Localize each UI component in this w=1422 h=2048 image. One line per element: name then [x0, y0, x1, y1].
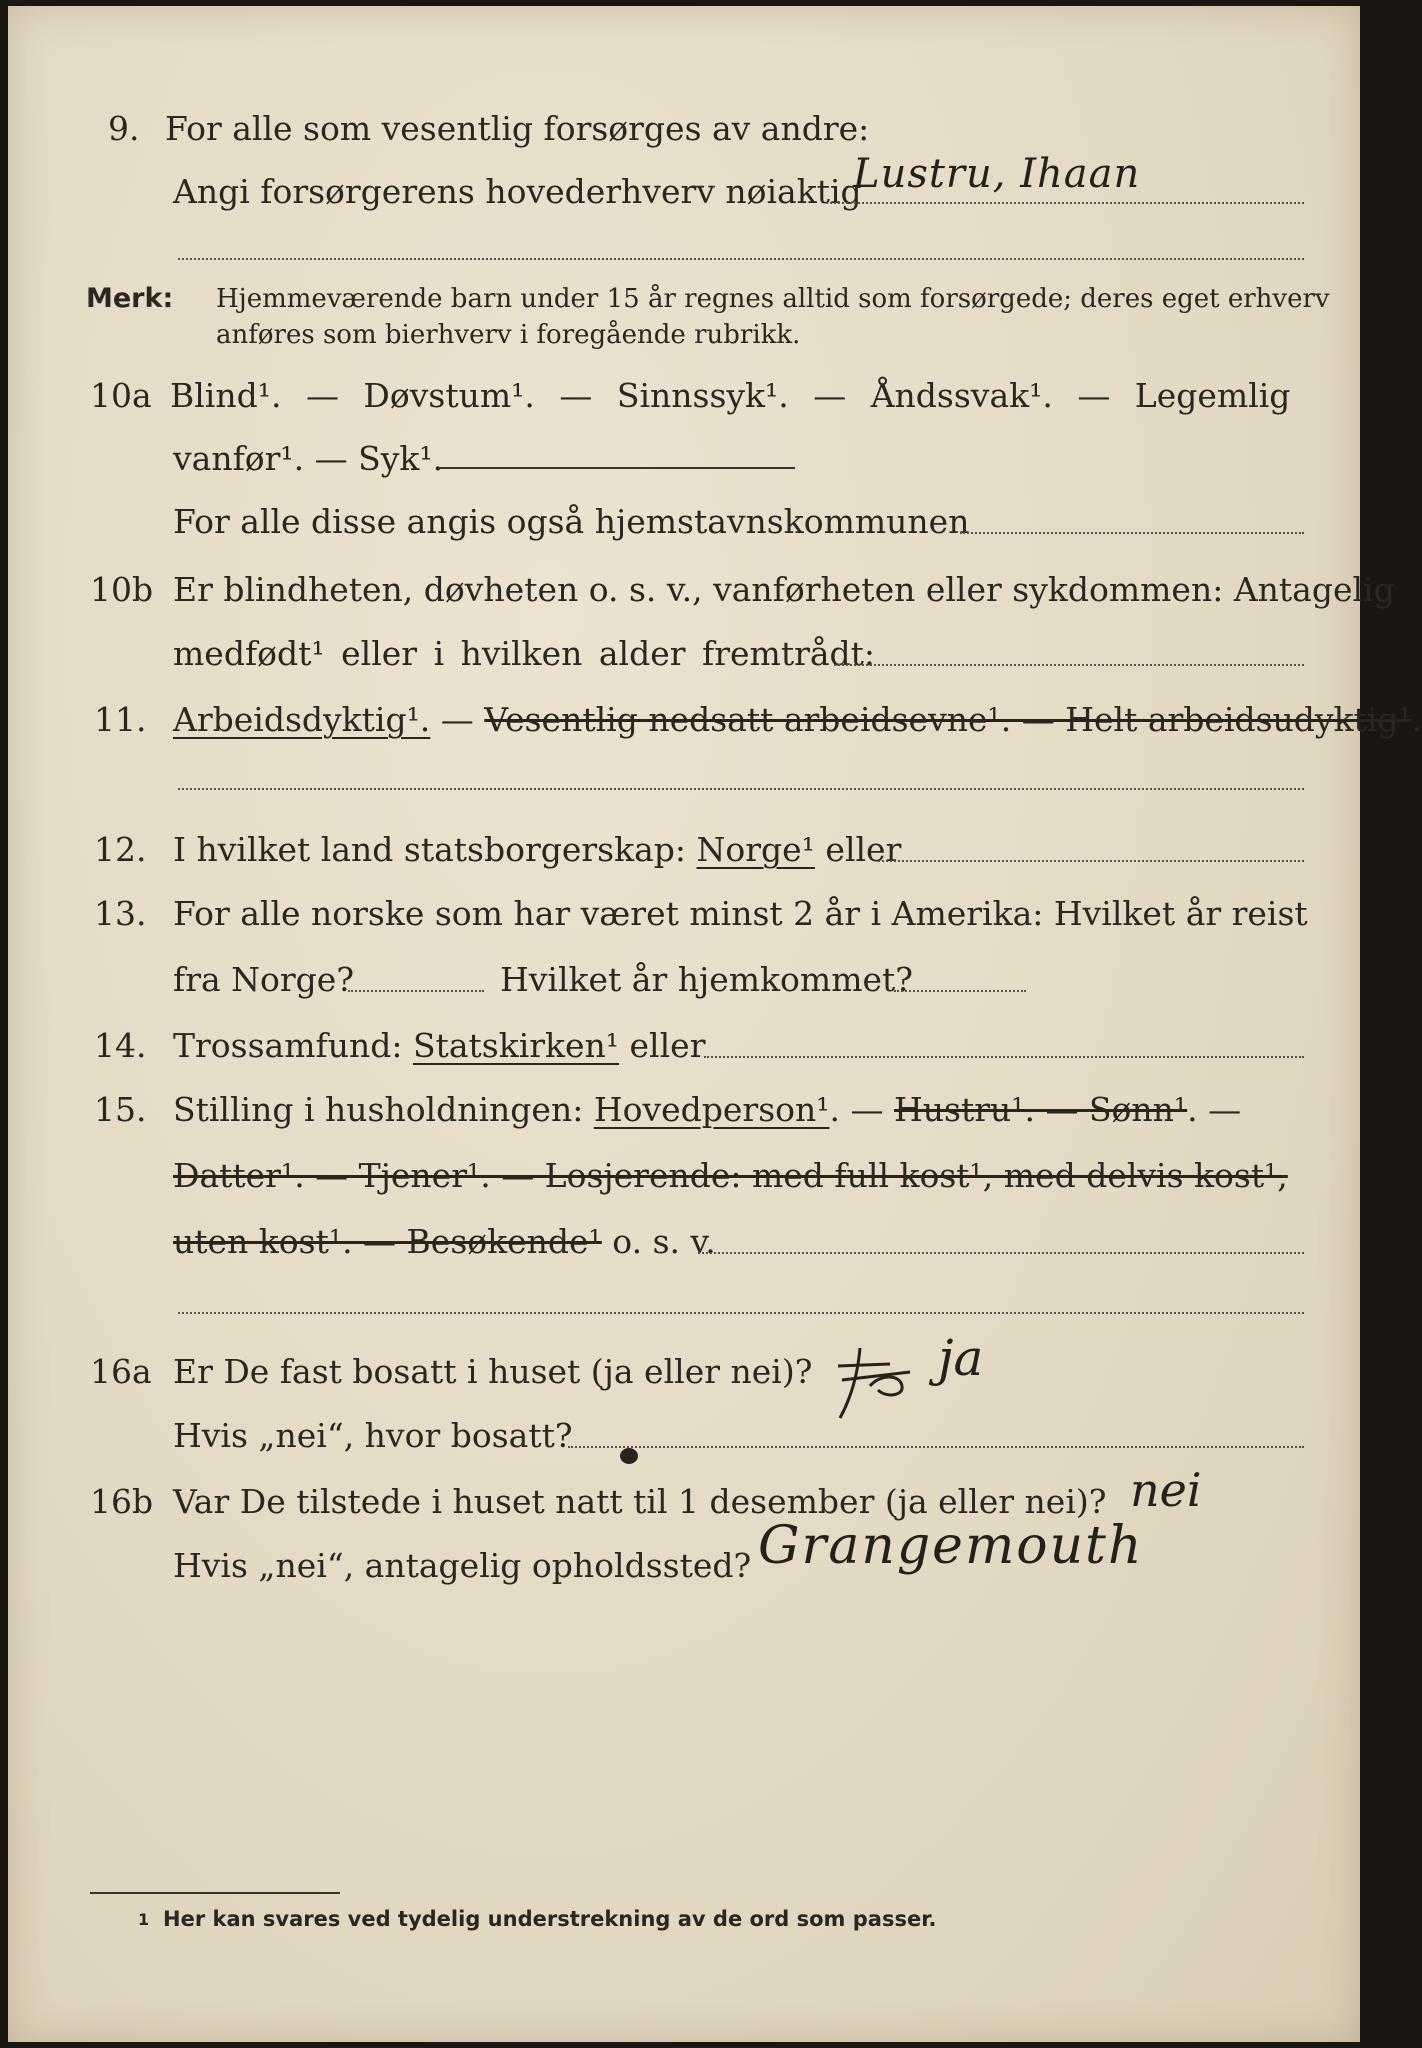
q15-line3 [173, 1222, 716, 1262]
q10a-line2: vanfør¹. — Syk¹. [173, 439, 444, 478]
q14-question: Trossamfund: [173, 1026, 403, 1065]
q10b-line2: medfødt¹ eller i hvilken alder fremtrådt: [173, 634, 876, 673]
q15-label: Stilling i husholdningen: [173, 1090, 584, 1129]
q15-struck-options-3: uten kost¹. — Besøkende¹ [173, 1222, 602, 1261]
q13-hjemkommet-line [894, 990, 1026, 992]
q11-number: 11. [94, 700, 147, 739]
footnote-mark: 1 [138, 1910, 150, 1929]
q16a-handwritten-answer: ja [938, 1329, 984, 1387]
q15-separator: . — [829, 1090, 894, 1129]
q9-number: 9. [108, 109, 140, 148]
q14-number: 14. [94, 1026, 147, 1065]
census-form-page [8, 6, 1422, 2042]
q10a-line1: Blind¹. — Døvstum¹. — Sinnssyk¹. — Åndssvak¹. — Legemlig [170, 376, 1291, 415]
q13-reist-line [348, 990, 484, 992]
q14-text [173, 1026, 705, 1066]
ink-blot [620, 1448, 638, 1464]
q13-line1: For alle norske som har været minst 2 år i Amerika: Hvilket år reist [173, 894, 1308, 933]
footnote-text: Her kan svares ved tydelig understrekning av de ord som passer. [163, 1907, 937, 1931]
q16b-handwritten-answer-1: nei [1130, 1463, 1202, 1517]
q13-number: 13. [94, 894, 147, 933]
q15-line1 [173, 1090, 1241, 1130]
q15-tail3: o. s. v. [612, 1222, 716, 1261]
q14-option-selected: Statskirken¹ [412, 1026, 620, 1065]
q11-text [173, 700, 1422, 740]
q15-extra-line [178, 1312, 1304, 1314]
q9-handwritten-answer: Lustru, Ihaan [853, 151, 1141, 197]
q16b-line1: Var De tilstede i huset natt til 1 desember (ja eller nei)? [173, 1482, 1107, 1521]
q16a-answer-line [568, 1446, 1304, 1448]
q15-struck-options-2: Datter¹. — Tjener¹. — Losjerende: med full kost¹, med delvis kost¹, [173, 1156, 1288, 1195]
q14-tail: eller [629, 1026, 706, 1065]
merk-line2: anføres som bierhverv i foregående rubrikk. [216, 320, 801, 350]
q15-option-selected: Hovedperson¹ [593, 1090, 830, 1129]
q10b-number: 10b [90, 570, 154, 609]
q16b-handwritten-answer-2: Grangemouth [758, 1516, 1144, 1576]
q15-struck-options-1: Hustru¹. — Sønn¹ [893, 1090, 1188, 1129]
q10b-line1: Er blindheten, døvheten o. s. v., vanførheten eller sykdommen: Antagelig [173, 570, 1395, 609]
q9-line2: Angi forsørgerens hovederhverv nøiaktig [173, 172, 862, 211]
q11-separator: — [430, 700, 485, 739]
q14-answer-line [704, 1056, 1304, 1058]
footnote-rule [90, 1892, 340, 1894]
q11-option-struck: Vesentlig nedsatt arbeidsevne¹. — Helt arbeidsudyktig¹ [484, 700, 1412, 739]
q15-tail1: . — [1187, 1090, 1242, 1129]
q12-text [173, 830, 901, 870]
q10a-line3: For alle disse angis også hjemstavnskommunen [173, 502, 970, 541]
q12-option-selected: Norge¹ [696, 830, 815, 869]
q9-answer-line [826, 202, 1304, 204]
q11-extra-line [178, 788, 1304, 790]
q12-number: 12. [94, 830, 147, 869]
q10a-number: 10a [90, 376, 152, 415]
q16a-number: 16a [90, 1352, 152, 1391]
q12-question: I hvilket land statsborgerskap: [173, 830, 687, 869]
q16a-crossed-out-ink [830, 1336, 920, 1426]
q13-line2a: fra Norge? [173, 960, 355, 999]
q10a-home-line [960, 532, 1304, 534]
q15-number: 15. [94, 1090, 147, 1129]
merk-label: Merk: [86, 283, 174, 314]
q11-end: . [1411, 700, 1422, 739]
q12-answer-line [878, 860, 1304, 862]
q16a-line1: Er De fast bosatt i huset (ja eller nei)? [173, 1352, 813, 1391]
merk-line1: Hjemmeværende barn under 15 år regnes alltid som forsørgede; deres eget erhverv [216, 284, 1330, 314]
q15-answer-line [698, 1252, 1304, 1254]
q10a-answer-line [440, 467, 795, 469]
q9-extra-line [178, 258, 1304, 260]
q10b-answer-line [834, 664, 1304, 666]
q13-line2b: Hvilket år hjemkommet? [500, 960, 913, 999]
q16a-line2: Hvis „nei“, hvor bosatt? [173, 1416, 573, 1455]
q16b-number: 16b [90, 1482, 154, 1521]
q12-tail: eller [825, 830, 902, 869]
q11-option-selected: Arbeidsdyktig¹. [173, 700, 431, 739]
q9-line1: For alle som vesentlig forsørges av andre: [165, 109, 870, 148]
q16b-line2: Hvis „nei“, antagelig opholdssted? [173, 1546, 752, 1585]
